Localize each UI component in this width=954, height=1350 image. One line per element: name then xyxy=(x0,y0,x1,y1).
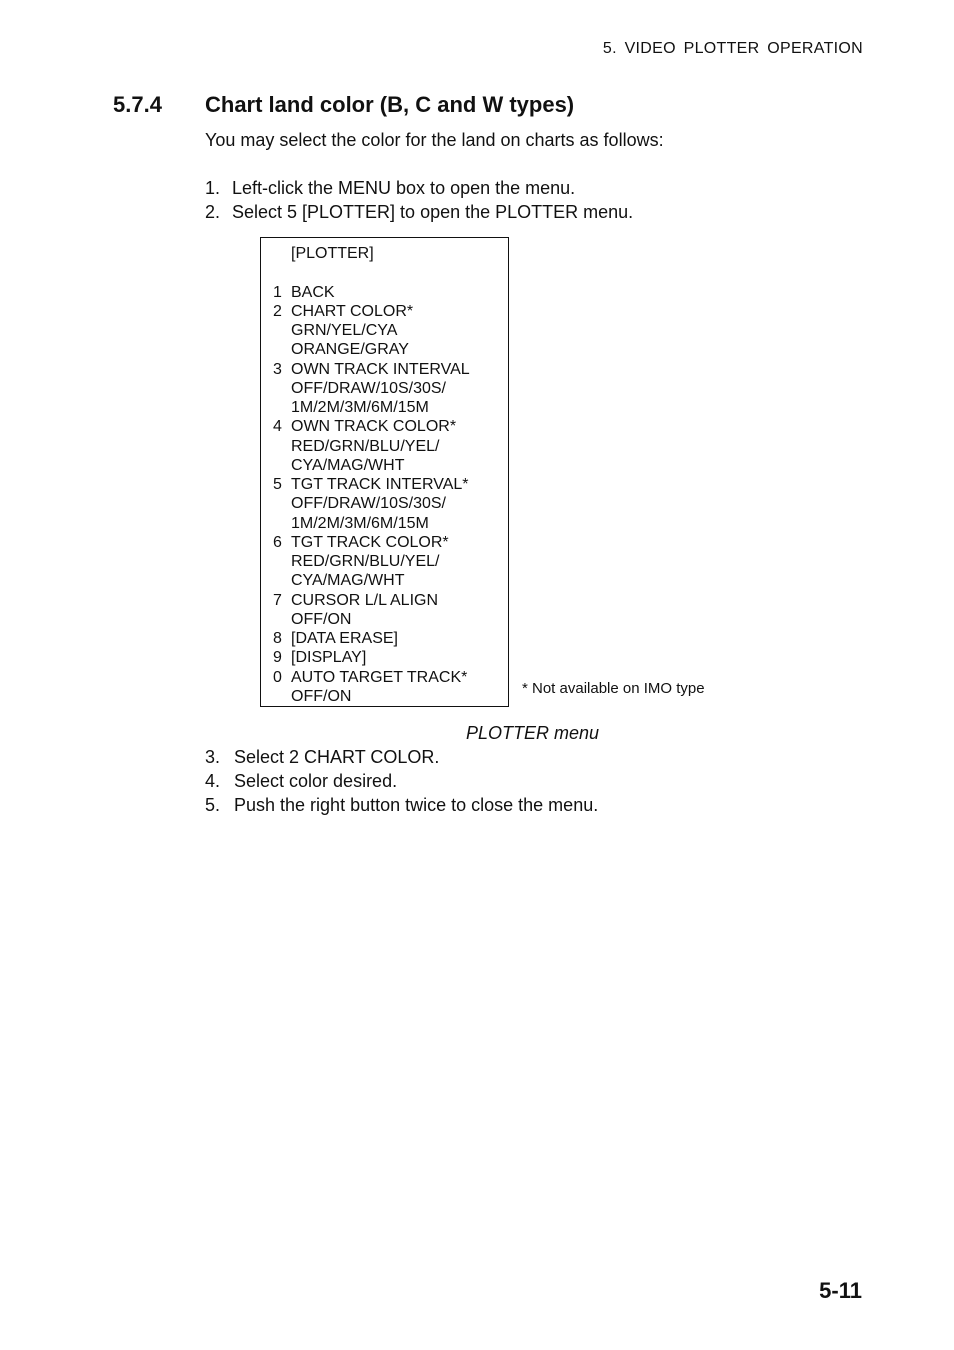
menu-line-text: OWN TRACK COLOR* xyxy=(291,418,457,436)
step-number: 2. xyxy=(205,202,221,222)
menu-line-text: OFF/ON xyxy=(291,610,352,628)
menu-line-text: TGT TRACK COLOR* xyxy=(291,533,449,551)
section-title: Chart land color (B, C and W types) xyxy=(205,92,575,117)
menu-line-text: RED/GRN/BLU/YEL/ xyxy=(291,553,440,570)
step-text: Left-click the MENU box to open the menu. xyxy=(232,178,576,198)
menu-line-text: OFF/DRAW/10S/30S/ xyxy=(291,495,446,513)
step-number: 1. xyxy=(205,178,221,198)
menu-line-index: 6 xyxy=(273,533,282,551)
menu-line-text: OFF/DRAW/10S/30S/ xyxy=(291,379,446,397)
menu-line-text: [DATA ERASE] xyxy=(291,630,398,647)
step-text: Push the right button twice to close the menu. xyxy=(234,795,599,815)
menu-line-index: 1 xyxy=(273,283,282,301)
menu-line-text: 1M/2M/3M/6M/15M xyxy=(291,399,429,416)
menu-line-text: [DISPLAY] xyxy=(291,649,367,667)
menu-line-text: CURSOR L/L ALIGN xyxy=(291,591,439,609)
step-3 xyxy=(205,747,439,768)
step-5 xyxy=(205,795,598,816)
menu-line-text: OFF/ON xyxy=(291,687,352,705)
menu-line-text: 1M/2M/3M/6M/15M xyxy=(291,514,429,532)
menu-line-index: 8 xyxy=(273,630,282,647)
menu-line-text: GRN/YEL/CYA xyxy=(291,322,398,339)
step-text: Select 5 [PLOTTER] to open the PLOTTER menu. xyxy=(232,202,634,222)
menu-line-text: CYA/MAG/WHT xyxy=(291,572,405,590)
menu-line-index: 9 xyxy=(273,649,282,667)
menu-line-index: 5 xyxy=(273,476,282,493)
step-4 xyxy=(205,771,397,792)
menu-line-text: CYA/MAG/WHT xyxy=(291,456,405,474)
step-number: 3. xyxy=(205,747,221,767)
menu-line-text: CHART COLOR* xyxy=(291,302,414,320)
menu-line-index: 7 xyxy=(273,591,282,609)
menu-line-text: OWN TRACK INTERVAL xyxy=(291,360,470,378)
intro-paragraph: You may select the color for the land on charts as follows: xyxy=(205,130,664,150)
menu-line-text: ORANGE/GRAY xyxy=(291,341,409,359)
menu-line-index: 4 xyxy=(273,418,282,436)
figure-caption: PLOTTER menu xyxy=(466,723,600,743)
step-text: Select 2 CHART COLOR. xyxy=(234,747,440,767)
plotter-menu-box xyxy=(260,237,509,707)
step-number: 5. xyxy=(205,795,221,815)
menu-line-text: AUTO TARGET TRACK* xyxy=(291,668,468,686)
step-2 xyxy=(205,202,633,223)
menu-line-text: RED/GRN/BLU/YEL/ xyxy=(291,437,440,455)
menu-line-index: 3 xyxy=(273,360,282,378)
menu-line-text: BACK xyxy=(291,283,335,301)
running-header: 5. VIDEO PLOTTER OPERATION xyxy=(602,40,863,57)
step-text: Select color desired. xyxy=(234,771,398,791)
menu-line-text: TGT TRACK INTERVAL* xyxy=(291,476,469,493)
section-number: 5.7.4 xyxy=(113,92,162,117)
menu-line-index: 2 xyxy=(273,302,282,320)
footnote: * Not available on IMO type xyxy=(522,680,705,697)
step-1 xyxy=(205,178,575,199)
step-number: 4. xyxy=(205,771,221,791)
page-number: 5-11 xyxy=(819,1278,862,1303)
menu-line-text: [PLOTTER] xyxy=(291,245,374,262)
menu-line-index: 0 xyxy=(273,668,282,686)
